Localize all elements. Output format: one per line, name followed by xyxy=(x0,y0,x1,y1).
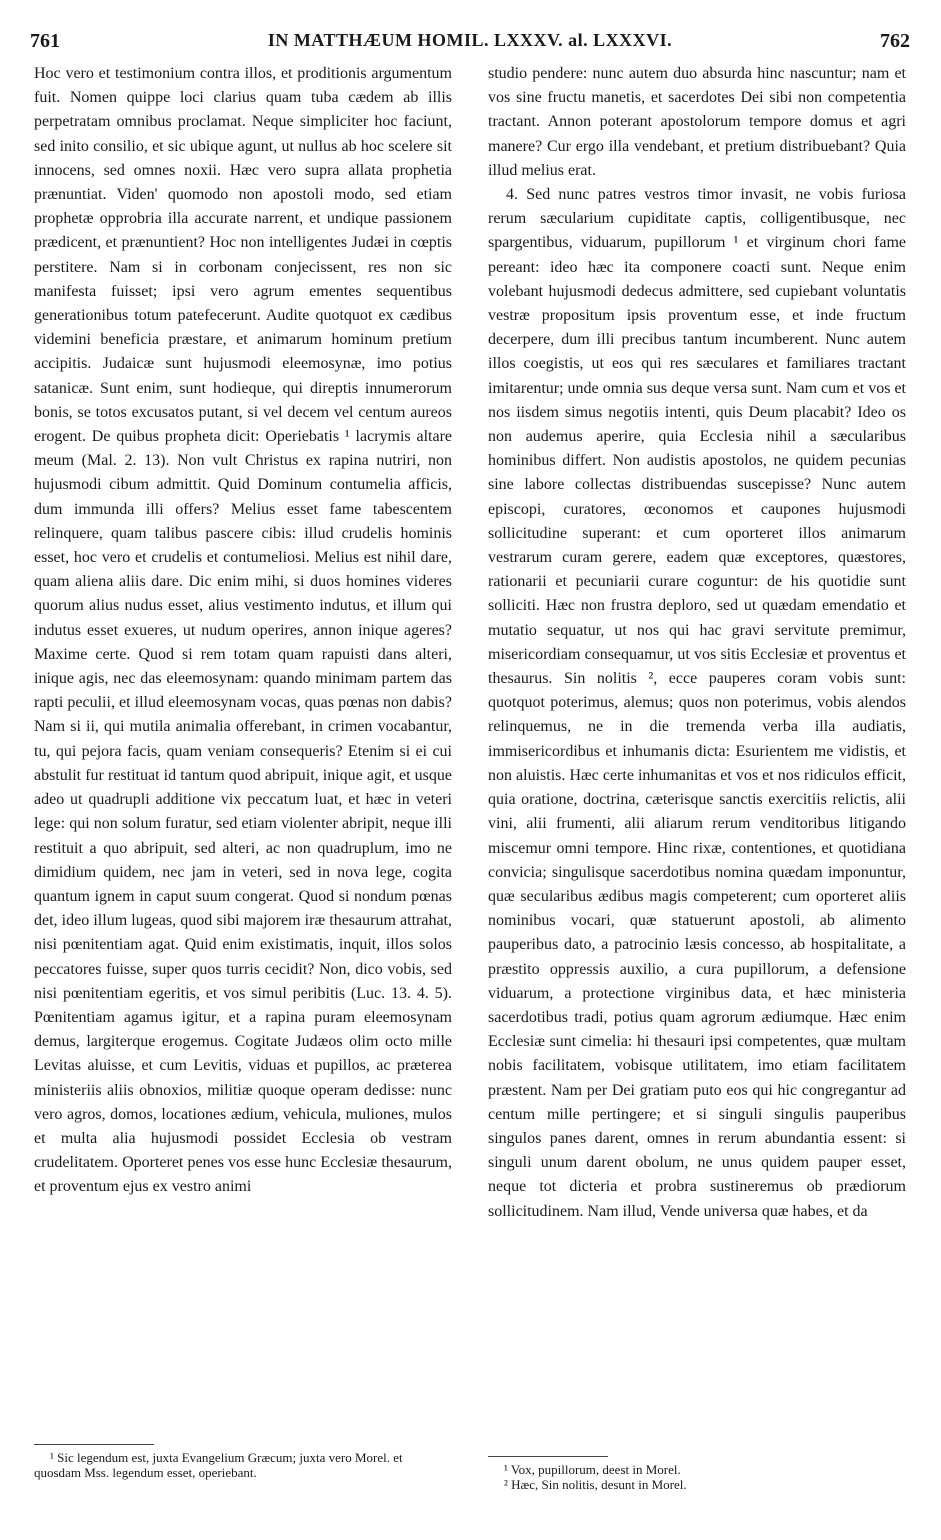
right-column-paragraph-1: studio pendere: nunc autem duo absurda hinc nascuntur; nam et vos sine fructu manetis, et sacerdotes Dei sibi non competentia tractant. Annon poterant apostolorum tempore domus et agri manere? Cur ergo illa vendebant, et pretium distribuebant? Quia illud melius erat. xyxy=(488,65,906,179)
left-page-number: 761 xyxy=(30,30,60,52)
right-footnote-rule xyxy=(488,1456,608,1457)
running-header xyxy=(30,30,910,54)
right-footnotes xyxy=(488,1462,906,1492)
footnote-left-1: ¹ Sic legendum est, juxta Evangelium Græcum; juxta vero Morel. et quosdam Mss. legendum esset, operiebant. xyxy=(34,1450,403,1480)
right-page-number: 762 xyxy=(880,30,910,52)
footnote-right-1: ¹ Vox, pupillorum, deest in Morel. xyxy=(504,1462,681,1477)
left-footnotes xyxy=(34,1450,452,1480)
left-column-paragraph: Hoc vero et testimonium contra illos, et proditionis argumentum fuit. Nomen quippe loci clarius quam tuba cædem ab illis perpetratam omnibus proclamat. Neque simpliciter hoc faciunt, sed inito consilio, et sic ubique agunt, ut nullus ab hoc scelere sit innocens, sed omnes noxii. Hæc vero supra allata prophetia prænuntiat. Viden' quomodo non apostoli modo, sed etiam prophetæ opprobria illa accurate narrent, et undique passionem prædicent, et prænuntient? Hoc non intelligentes Judæi in cœptis perstitere. Nam si in corbonam conjecissent, res non sic manifesta fuisset; ipsi vero agrum ementes sequentibus generationibus totum patefecerunt. Audite quotquot ex cædibus videmini beneficia præstare, et animarum hominum pretium accipitis. Judaicæ sunt hujusmodi eleemosynæ, imo potius satanicæ. Sunt enim, sunt hodieque, qui direptis innumerorum bonis, se totos excusatos putant, si vel decem vel centum aureos erogent. De quibus propheta dicit: Operiebatis ¹ lacrymis altare meum (Mal. 2. 13). Non vult Christus ex rapina nutriri, non hujusmodi cibum admittit. Quid Dominum contumelia afficis, dum immunda illi offers? Melius esset fame tabescentem relinquere, quam talibus pascere cibis: illud crudelis hominis esset, hoc vero et crudelis et contumeliosi. Melius est nihil dare, quam aliena aliis dare. Dic enim mihi, si duos homines videres quorum alius nudus esset, alius vestimento indutus, et illum qui indutus esset exueres, ut nudum operires, annon inique ageres? Maxime certe. Quod si rem totam quam rapuisti dans alteri, inique agis, nec das eleemosynam: quando minimam partem das rapti peculii, et illud eleemosynam vocas, quas pœnas non dabis? Nam si ii, qui mutila animalia offerebant, in crimen vocabantur, tu, qui pejora facis, quam veniam consequeris? Etenim si ei cui abstulit fur restituat id tantum quod abripuit, inique agit, et usque adeo ut quadrupli additione vix peccatum luat, et hæc in veteri lege: qui non solum furatur, sed etiam violenter abripit, neque illi restituit a quo abripuit, sed alteri, ac non quadruplum, imo ne dimidium quidem, nec jam in veteri, sed in nova lege, cogita quantum ignem in caput suum congerat. Quod si nondum pœnas det, ideo illum lugeas, quod sibi majorem iræ thesaurum attrahat, nisi pœnitentiam agat. Quid enim existimatis, inquit, illos solos peccatores fuisse, super quos turris cecidit? Non, dico vobis, sed nisi pœnitentiam egeritis, et vos simul peribitis (Luc. 13. 4. 5). Pœnitentiam agamus igitur, et a rapina puram eleemosynam demus, largiterque erogemus. Cogitate Judæos olim octo mille Levitas aluisse, et cum Levitis, viduas et pupillos, ac præterea ministeriis aliis obnoxios, militiæ quoque operam dedisse: nunc vero agros, domos, locationes ædium, vehicula, muliones, mulos et multa alia hujusmodi possidet Ecclesia ob vestram crudelitatem. Oporteret penes vos esse hunc Ecclesiæ thesaurum, et proventum ejus ex vestro animi xyxy=(34,65,452,1196)
running-title: IN MATTHÆUM HOMIL. LXXXV. al. LXXXVI. xyxy=(267,30,673,50)
right-text-column xyxy=(488,62,906,1452)
left-text-column xyxy=(34,62,452,1442)
right-column-paragraph-2: 4. Sed nunc patres vestros timor invasit, ne vobis furiosa rerum sæcularium cupiditate captis, colligentibusque, nec spargentibus, viduarum, pupillorum ¹ et virginum chori fame pereant: ideo hæc ita componere coacti sunt. Neque enim volebant hujusmodi dedecus admittere, sed cupiebant voluntatis vestræ propositum ipsis proventum esse, et inde fructum decerpere, dum illi precibus tantum incumberent. Nunc autem illos coegistis, ut eos qui res sæculares et familiares tractant imitarentur; unde omnia sus deque versa sunt. Nam cum et vos et nos iisdem simus negotiis intenti, quis Deum placabit? Ideo os non audemus aperire, quia Ecclesia nihil a sæcularibus hominibus differt. Non audistis apostolos, ne quidem pecunias sine labore collectas distribuendas suscepisse? Nunc autem episcopi, curatores, œconomos et caupones hujusmodi sollicitudine superant: et cum oporteret illos animarum vestrarum curam gerere, eadem quæ exceptores, quæstores, rationarii et pecuniarii curare coguntur: de his quotidie sunt solliciti. Hæc non frustra deploro, sed ut quædam emendatio et mutatio sequatur, ut nos qui hac gravi servitute premimur, misericordiam consequamur, ut vos sitis Ecclesiæ et proventus et thesaurus. Sin nolitis ², ecce pauperes coram vobis sunt: quotquot poterimus, alemus; quos non poterimus, vobis alendos relinquemus, ne in die tremenda verba illa audiatis, immisericordibus et inhumanis dicta: Esurientem me vidistis, et non aluistis. Hæc certe inhumanitas et vos et nos ridiculos efficit, quia oratione, doctrina, cæterisque sanctis exercitiis relictis, alii vini, alii frumenti, alii aliarum rerum venditoribus litigando miscemur omni tempore. Hinc rixæ, contentiones, et quotidiana convicia; singulisque sacerdotibus nomina quædam imponuntur, quæ secularibus ædibus magis competerent; cum oporteret aliis nominibus vocari, quæ statuerunt apostoli, ab alimento pauperibus dato, a patrocinio læsis concesso, ab hospitalitate, a præstito oppressis auxilio, a cura pupillorum, a defensione viduarum, a protectione virginibus data, et hæc ministeria sacerdotibus tradi, potius quam agrorum ædiumque. Hæc enim Ecclesiæ sunt cimelia: hi thesauri ipsi competentes, quæ multam nobis facilitatem, vobisque utilitatem, imo etiam facilitatem præstent. Nam per Dei gratiam puto eos qui hic congregantur ad centum mille pertingere; et si singuli singulis pauperibus singulos panes darent, omnes in rerum abundantia essent: si singuli unum darent obolum, ne unus quidem pauper esset, neque tot dicteria et probra sustineremus ob prædiorum sollicitudinem. Nam illud, Vende universa quæ habes, et da xyxy=(488,186,906,1220)
footnote-right-2: ² Hæc, Sin nolitis, desunt in Morel. xyxy=(504,1477,687,1492)
left-footnote-rule xyxy=(34,1444,154,1445)
